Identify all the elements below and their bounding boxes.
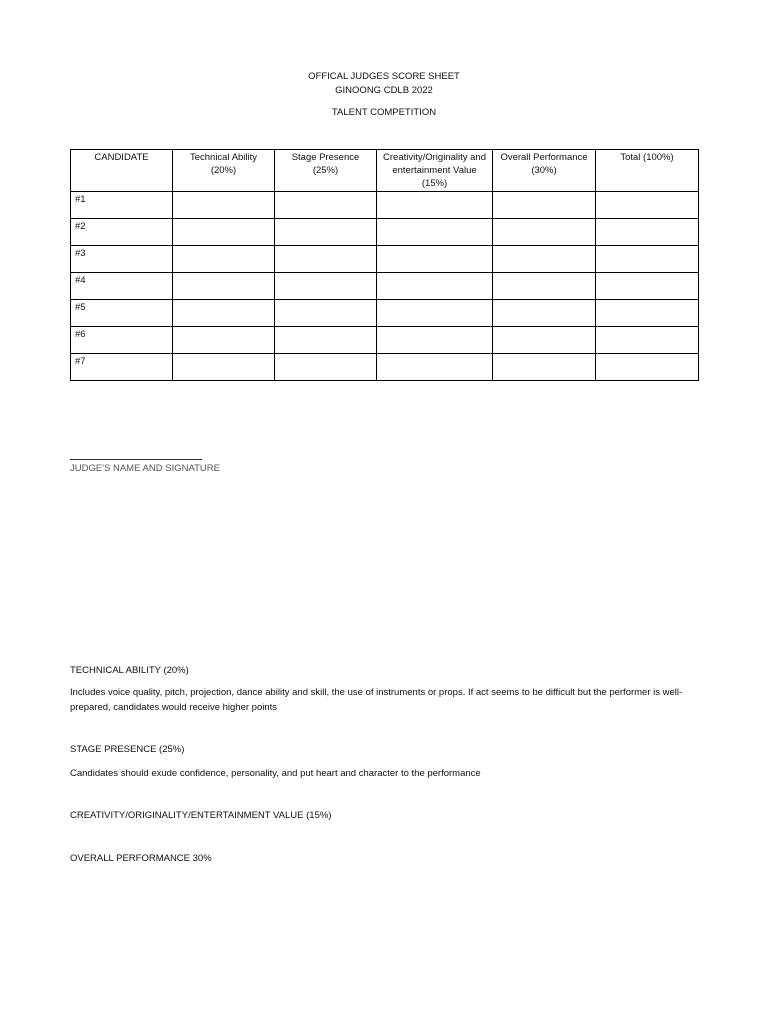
score-cell-stage[interactable] xyxy=(275,219,377,246)
score-cell-overall[interactable] xyxy=(493,300,596,327)
score-cell-total[interactable] xyxy=(596,246,699,273)
score-cell-technical[interactable] xyxy=(173,273,275,300)
score-cell-stage[interactable] xyxy=(275,327,377,354)
score-cell-overall[interactable] xyxy=(493,246,596,273)
score-cell-technical[interactable] xyxy=(173,192,275,219)
sheet-title: OFFICAL JUDGES SCORE SHEET xyxy=(308,71,460,82)
score-cell-creativity[interactable] xyxy=(377,354,493,381)
signature-label: JUDGE'S NAME AND SIGNATURE xyxy=(70,463,220,474)
score-cell-overall[interactable] xyxy=(493,219,596,246)
score-cell-technical[interactable] xyxy=(173,300,275,327)
criteria-technical-description: Includes voice quality, pitch, projection, dance ability and skill, the use of instruments or props. If act seems to be difficult but the performer is well-prepared, candidates would receive higher points xyxy=(70,687,683,713)
header-overall-performance: Overall Performance (30%) xyxy=(493,150,596,192)
score-cell-overall[interactable] xyxy=(493,327,596,354)
signature-line[interactable] xyxy=(70,459,202,460)
score-cell-creativity[interactable] xyxy=(377,300,493,327)
candidate-number: #2 xyxy=(71,219,173,246)
score-table xyxy=(70,149,699,381)
score-cell-overall[interactable] xyxy=(493,192,596,219)
score-cell-creativity[interactable] xyxy=(377,327,493,354)
score-cell-technical[interactable] xyxy=(173,219,275,246)
score-cell-stage[interactable] xyxy=(275,192,377,219)
header-creativity: Creativity/Originality and entertainment Value (15%) xyxy=(377,150,493,192)
competition-name: TALENT COMPETITION xyxy=(331,107,437,118)
score-cell-total[interactable] xyxy=(596,192,699,219)
header-stage-presence: Stage Presence (25%) xyxy=(275,150,377,192)
candidate-number: #4 xyxy=(71,273,173,300)
table-row xyxy=(71,327,699,354)
score-cell-total[interactable] xyxy=(596,300,699,327)
candidate-number: #5 xyxy=(71,300,173,327)
table-row xyxy=(71,273,699,300)
table-row xyxy=(71,300,699,327)
header-total: Total (100%) xyxy=(596,150,699,192)
score-cell-total[interactable] xyxy=(596,273,699,300)
criteria-stage-description: Candidates should exude confidence, personality, and put heart and character to the performance xyxy=(70,768,481,779)
score-cell-stage[interactable] xyxy=(275,300,377,327)
table-row xyxy=(71,354,699,381)
score-cell-total[interactable] xyxy=(596,327,699,354)
score-cell-creativity[interactable] xyxy=(377,219,493,246)
score-cell-stage[interactable] xyxy=(275,354,377,381)
score-cell-technical[interactable] xyxy=(173,354,275,381)
criteria-creativity-title: CREATIVITY/ORIGINALITY/ENTERTAINMENT VALUE (15%) xyxy=(70,810,332,821)
score-cell-stage[interactable] xyxy=(275,273,377,300)
score-cell-total[interactable] xyxy=(596,354,699,381)
event-name: GINOONG CDLB 2022 xyxy=(335,85,433,96)
score-cell-creativity[interactable] xyxy=(377,246,493,273)
score-cell-stage[interactable] xyxy=(275,246,377,273)
score-cell-overall[interactable] xyxy=(493,354,596,381)
candidate-number: #7 xyxy=(71,354,173,381)
score-cell-creativity[interactable] xyxy=(377,273,493,300)
score-cell-technical[interactable] xyxy=(173,246,275,273)
candidate-number: #3 xyxy=(71,246,173,273)
candidate-number: #1 xyxy=(71,192,173,219)
table-header-row xyxy=(71,150,699,192)
header-technical-ability: Technical Ability (20%) xyxy=(173,150,275,192)
criteria-overall-title: OVERALL PERFORMANCE 30% xyxy=(70,853,212,864)
table-row xyxy=(71,219,699,246)
header-candidate: CANDIDATE xyxy=(71,150,173,192)
criteria-technical-title: TECHNICAL ABILITY (20%) xyxy=(70,665,189,676)
table-row xyxy=(71,192,699,219)
score-cell-creativity[interactable] xyxy=(377,192,493,219)
score-cell-overall[interactable] xyxy=(493,273,596,300)
score-cell-total[interactable] xyxy=(596,219,699,246)
criteria-stage-title: STAGE PRESENCE (25%) xyxy=(70,744,185,755)
candidate-number: #6 xyxy=(71,327,173,354)
table-row xyxy=(71,246,699,273)
score-cell-technical[interactable] xyxy=(173,327,275,354)
